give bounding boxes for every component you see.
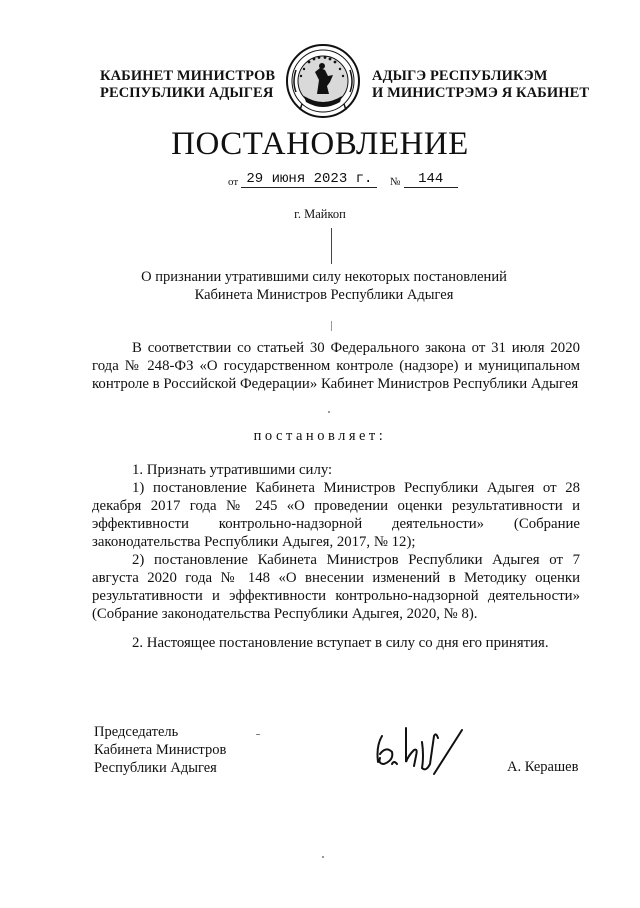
signatory-position (94, 723, 226, 777)
issuer-name-line: АДЫГЭ РЕСПУБЛИКЭМ (372, 68, 548, 84)
scan-speck (322, 856, 324, 858)
signatory-name: А. Керашев (507, 759, 579, 775)
resolves-heading: постановляет: (253, 428, 387, 444)
scan-speck (328, 411, 330, 413)
number-prefix: № (389, 176, 401, 188)
handwritten-signature-icon (372, 716, 472, 782)
subject-line: Кабинета Министров Республики Адыгея (194, 287, 454, 303)
preamble (92, 339, 580, 393)
item-1-1: 1) постановление Кабинета Министров Республики Адыгея от 28 декабря 2017 года № 245 «О проведении оценки результативности и эффективности контрольно-надзорной деятельности» (Собрание законодательства Республики Адыгея, 2017, № 12); (92, 480, 580, 550)
issuer-name-russian (100, 68, 275, 102)
document-date: 29 июня 2023 г. (241, 171, 377, 188)
item-1-2: 2) постановление Кабинета Министров Республики Адыгея от 7 августа 2020 года № 148 «О внесении изменений в Методику оценки результативности и эффективности контрольно-надзорной деятельности» (Собрание законодательства Республики Адыгея, 2020, № 8). (92, 552, 580, 622)
item-1-intro: 1. Признать утратившими силу: (132, 462, 333, 478)
issuer-name-adyghe (372, 68, 589, 102)
document-subject (100, 268, 548, 304)
item-2-block (92, 634, 580, 652)
document-number: 144 (404, 171, 458, 188)
city: г. Майкоп (294, 207, 346, 221)
scan-speck (256, 734, 260, 735)
subject-line: О признании утратившими силу некоторых постановлений (141, 269, 507, 285)
issuer-name-line: РЕСПУБЛИКИ АДЫГЕЯ (100, 85, 274, 101)
item-2: 2. Настоящее постановление вступает в силу со дня его принятия. (132, 635, 549, 651)
position-line: Республики Адыгея (94, 760, 217, 776)
divider-line (331, 228, 332, 264)
preamble-text: В соответствии со статьей 30 Федерального закона от 31 июля 2020 года № 248-ФЗ «О государственном контроле (надзоре) и муниципальном контроле в Российской Федерации» Кабинет Министров Республики Адыгея (92, 340, 580, 392)
resolution-items (92, 461, 580, 623)
position-line: Кабинета Министров (94, 742, 227, 758)
document-title: ПОСТАНОВЛЕНИЕ (171, 126, 469, 162)
coat-of-arms-icon (284, 42, 362, 120)
issuer-name-line: И МИНИСТРЭМЭ Я КАБИНЕТ (372, 85, 590, 101)
issuer-name-line: КАБИНЕТ МИНИСТРОВ (100, 68, 276, 84)
date-prefix: от (228, 176, 239, 188)
divider-line (331, 321, 332, 331)
date-number-line (228, 170, 458, 188)
position-line: Председатель (94, 724, 179, 740)
